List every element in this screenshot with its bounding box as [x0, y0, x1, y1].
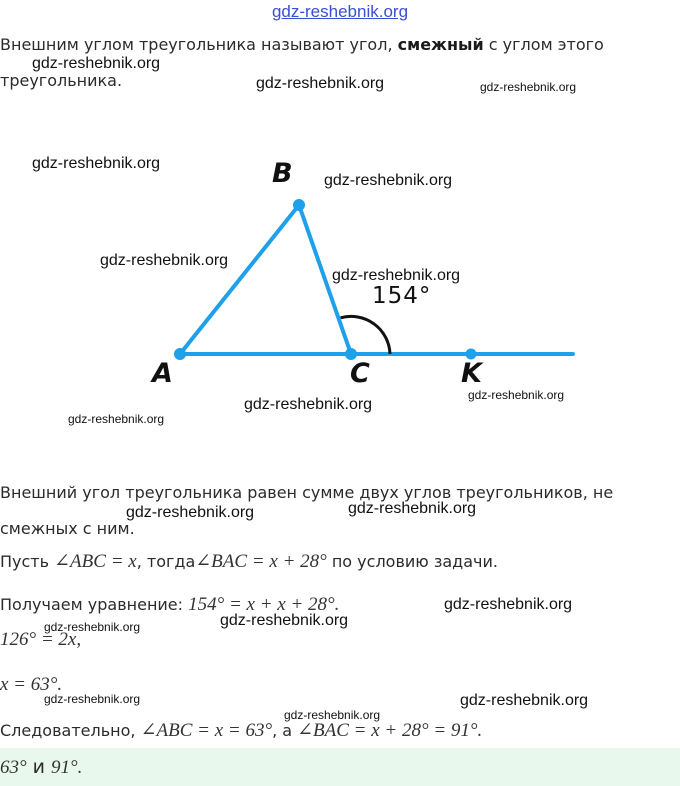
step-conclusion-mid: , а	[272, 721, 298, 740]
definition-line-2: треугольника.	[0, 71, 123, 90]
answer-math-2: 91°.	[51, 757, 83, 778]
step-equation-3: x = 63°.	[0, 674, 63, 695]
watermark: gdz-reshebnik.org	[256, 75, 385, 92]
watermark: gdz-reshebnik.org	[44, 620, 141, 634]
label-b: B	[272, 158, 293, 189]
point-b	[293, 199, 305, 211]
watermark: gdz-reshebnik.org	[244, 396, 373, 413]
step-conclusion-math-2: ∠BAC = x + 28° = 91°.	[297, 720, 483, 741]
watermark: gdz-reshebnik.org	[284, 708, 381, 722]
watermark: gdz-reshebnik.org	[126, 504, 255, 521]
theorem-line-1: Внешний угол треугольника равен сумме двух углов треугольников, не	[0, 483, 614, 502]
step-conclusion-pre: Следовательно,	[0, 721, 141, 740]
answer-bar	[0, 748, 680, 786]
step-let-mid: , тогда	[136, 552, 196, 571]
site-header-link[interactable]: gdz-reshebnik.org	[271, 2, 409, 21]
label-c: C	[350, 358, 370, 389]
watermark: gdz-reshebnik.org	[32, 55, 161, 72]
label-a: A	[152, 358, 173, 389]
watermark: gdz-reshebnik.org	[444, 596, 573, 613]
side-ab	[180, 205, 299, 354]
step-let-pre: Пусть	[0, 552, 55, 571]
step-conclusion-math-1: ∠ABC = x = 63°	[140, 720, 273, 741]
point-a	[174, 348, 186, 360]
definition-bold-word: смежный	[397, 35, 484, 54]
watermark: gdz-reshebnik.org	[220, 612, 349, 629]
watermark: gdz-reshebnik.org	[100, 252, 229, 269]
watermark: gdz-reshebnik.org	[32, 155, 161, 172]
step-equation-2: 126° = 2x,	[0, 629, 82, 650]
definition-text: Внешним углом треугольника называют угол,	[0, 35, 398, 54]
step-equation-pre: Получаем уравнение:	[0, 595, 189, 614]
answer-mid: и	[26, 756, 52, 778]
angle-label: 154°	[372, 283, 432, 309]
watermark: gdz-reshebnik.org	[460, 692, 589, 709]
theorem-line-2: смежных с ним.	[0, 519, 135, 538]
answer-math-1: 63°	[0, 757, 27, 778]
answer	[0, 756, 82, 779]
watermark: gdz-reshebnik.org	[468, 388, 565, 402]
step-let-math-2: ∠BAC = x + 28°	[195, 551, 327, 572]
definition-text-end: с углом этого	[483, 35, 604, 54]
step-let-post: по условию задачи.	[326, 552, 498, 571]
watermark: gdz-reshebnik.org	[480, 80, 577, 94]
watermark: gdz-reshebnik.org	[348, 500, 477, 517]
label-k: K	[461, 358, 482, 389]
step-let	[0, 550, 498, 573]
watermark: gdz-reshebnik.org	[68, 412, 165, 426]
watermark: gdz-reshebnik.org	[332, 267, 461, 284]
watermark: gdz-reshebnik.org	[44, 692, 141, 706]
step-let-math-1: ∠ABC = x	[54, 551, 137, 572]
watermark: gdz-reshebnik.org	[324, 172, 453, 189]
step-equation-math: 154° = x + x + 28°.	[188, 594, 340, 615]
step-conclusion	[0, 719, 482, 742]
